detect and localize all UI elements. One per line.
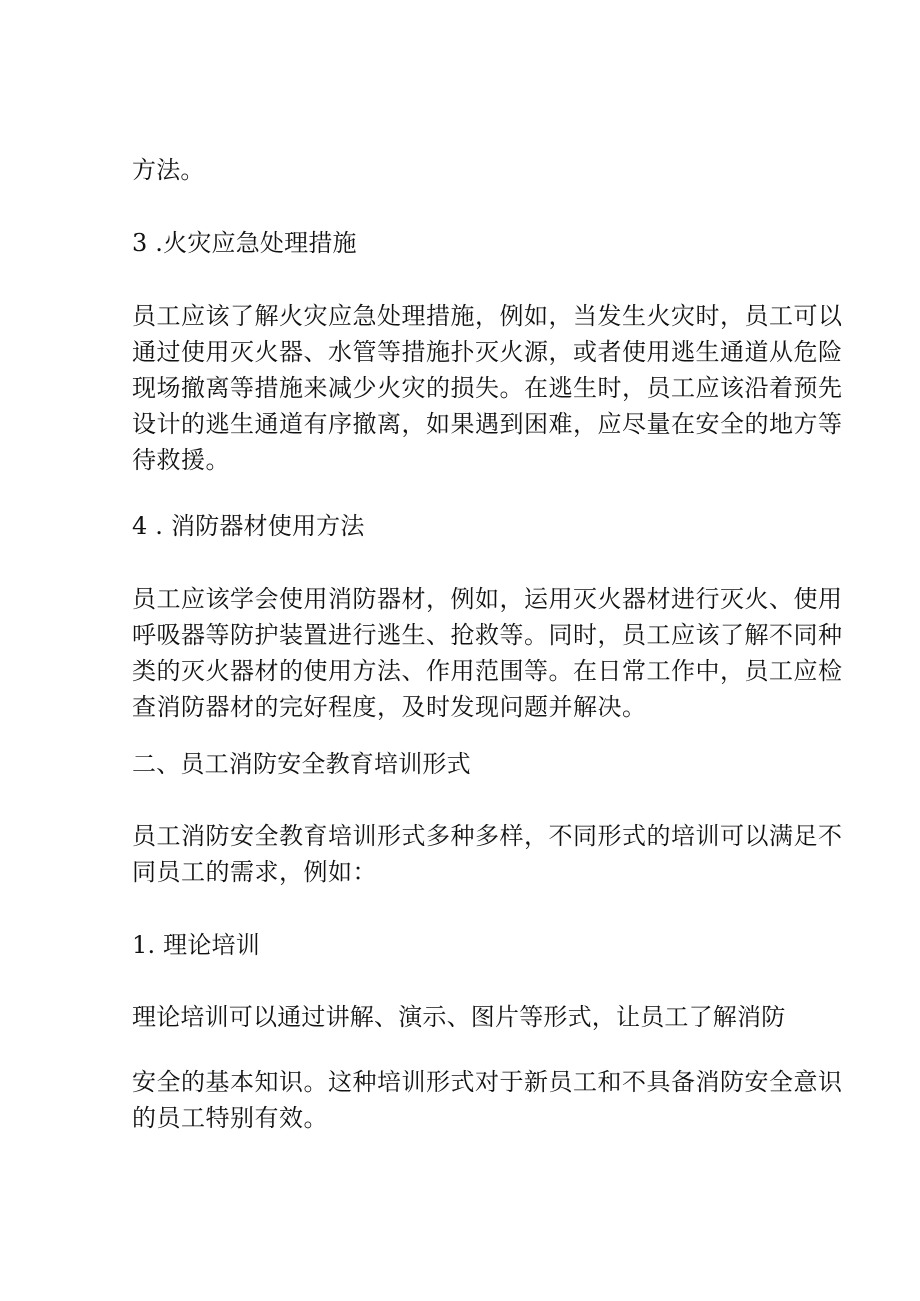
heading-emergency-measures: 3 .火灾应急处理措施 bbox=[132, 229, 357, 257]
paragraph-training-forms bbox=[132, 818, 843, 890]
text-line: 安全的基本知识。这种培训形式对于新员工和不具备消防安全意识 bbox=[132, 1068, 843, 1096]
text-line: 同员工的需求，例如： bbox=[132, 858, 377, 886]
text-line: 员工应该了解火灾应急处理措施，例如，当发生火灾时，员工可以 bbox=[132, 302, 843, 330]
text-line: 现场撤离等措施来减少火灾的损失。在逃生时，员工应该沿着预先 bbox=[132, 374, 843, 402]
paragraph-equipment-usage bbox=[132, 581, 843, 725]
text-line: 员工消防安全教育培训形式多种多样，不同形式的培训可以满足不 bbox=[132, 822, 843, 850]
paragraph-theory-effect bbox=[132, 1064, 843, 1136]
text-line: 的员工特别有效。 bbox=[132, 1104, 328, 1132]
heading-equipment-usage: 4 . 消防器材使用方法 bbox=[132, 512, 365, 540]
paragraph-fragment: 方法。 bbox=[132, 156, 205, 184]
paragraph-emergency-measures bbox=[132, 298, 843, 478]
text-line: 员工应该学会使用消防器材，例如，运用灭火器材进行灭火、使用 bbox=[132, 585, 843, 613]
section-heading-training-forms: 二、员工消防安全教育培训形式 bbox=[132, 750, 471, 778]
text-line: 类的灭火器材的使用方法、作用范围等。在日常工作中，员工应检 bbox=[132, 657, 843, 685]
paragraph-theory-training: 理论培训可以通过讲解、演示、图片等形式，让员工了解消防 bbox=[132, 1003, 786, 1031]
text-line: 查消防器材的完好程度，及时发现问题并解决。 bbox=[132, 693, 647, 721]
text-line: 设计的逃生通道有序撤离，如果遇到困难，应尽量在安全的地方等 bbox=[132, 410, 843, 438]
text-line: 通过使用灭火器、水管等措施扑灭火源，或者使用逃生通道从危险 bbox=[132, 338, 843, 366]
text-line: 呼吸器等防护装置进行逃生、抢救等。同时，员工应该了解不同种 bbox=[132, 621, 843, 649]
heading-theory-training: 1. 理论培训 bbox=[132, 931, 260, 959]
text-line: 待救援。 bbox=[132, 446, 230, 474]
